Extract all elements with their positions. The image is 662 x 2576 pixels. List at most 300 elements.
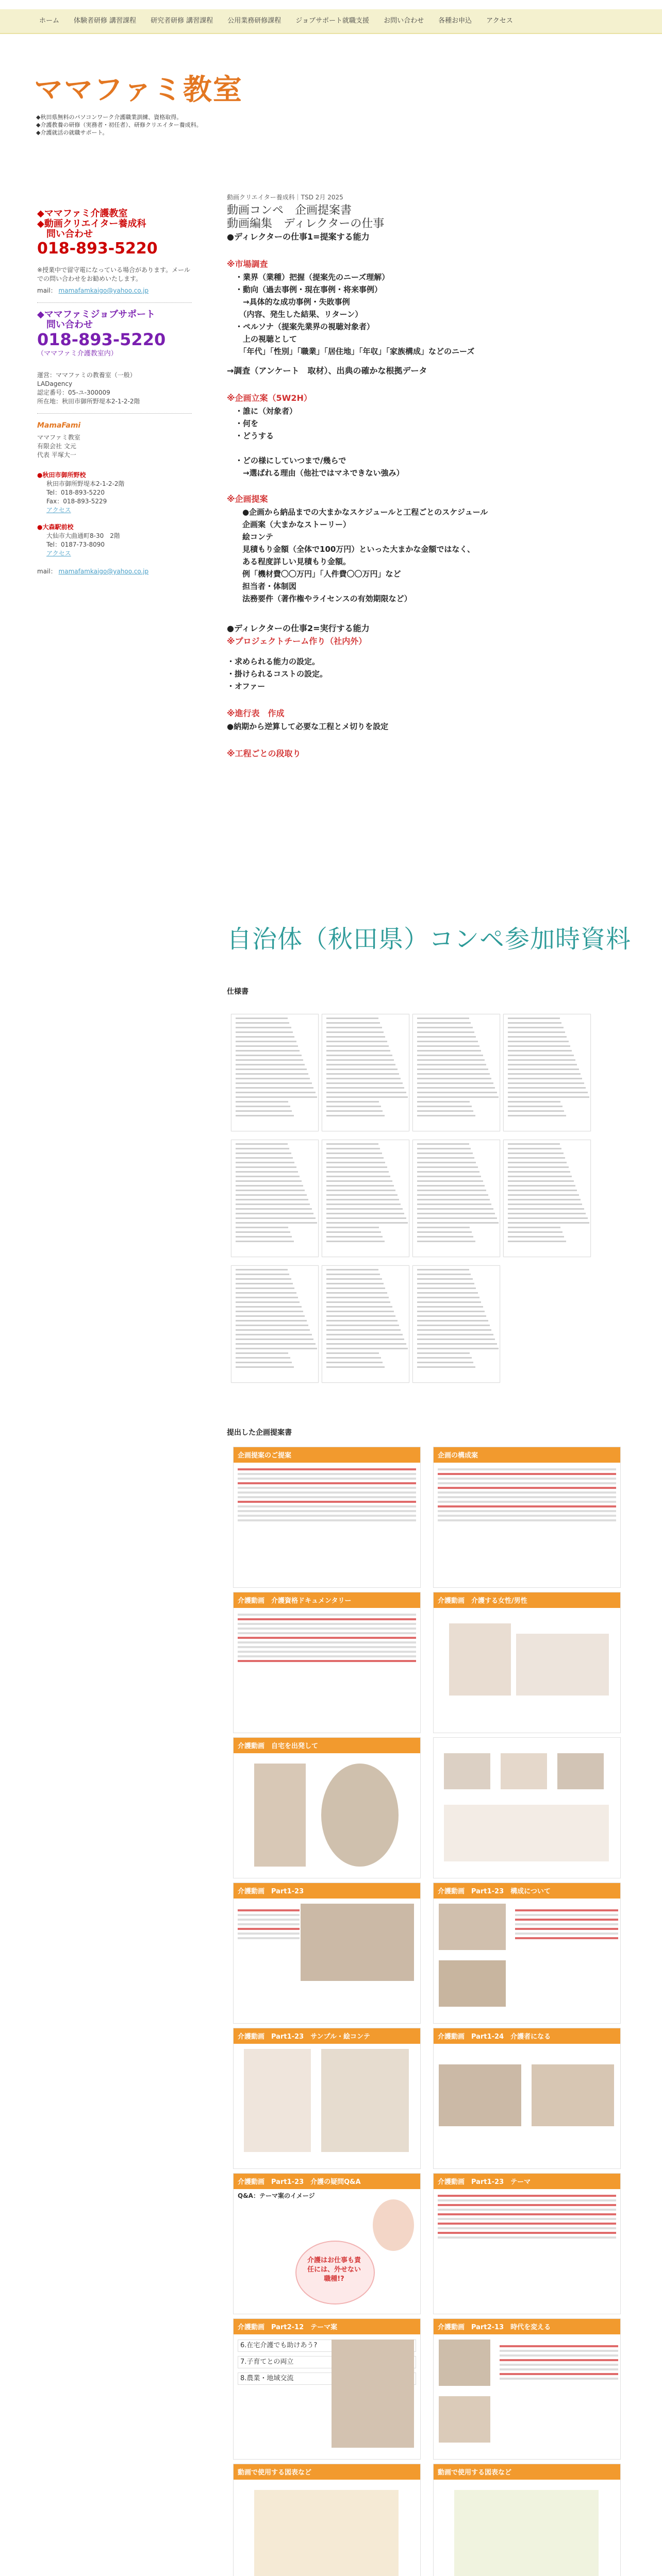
section-head: ※進行表 作成 bbox=[227, 708, 285, 718]
nav-menu bbox=[32, 9, 520, 33]
slide-photo bbox=[439, 2340, 490, 2386]
doc-text-line bbox=[326, 1166, 387, 1168]
doc-text-line bbox=[236, 1329, 310, 1331]
slide-title: 動画で使用する図表など bbox=[434, 2464, 620, 2480]
phone-number[interactable]: 018-893-5220 bbox=[37, 330, 166, 349]
list-item: ・動向（過去事例・現在事例・将来事例） bbox=[235, 285, 383, 294]
doc-text-line bbox=[236, 1208, 312, 1210]
nav-item[interactable]: ジョブサポート就職支援 bbox=[295, 17, 370, 25]
sidebar-section-title: ◆ママファミ介護教室 bbox=[37, 208, 128, 219]
doc-text-line bbox=[326, 1357, 381, 1359]
slide-photo bbox=[557, 1753, 604, 1789]
proposal-slide bbox=[233, 2028, 421, 2169]
doc-text-line bbox=[508, 1190, 577, 1191]
doc-text-line bbox=[417, 1338, 495, 1340]
list-item: ・求められる能力の設定。 bbox=[227, 657, 320, 666]
doc-text-line bbox=[417, 1287, 476, 1289]
doc-text-line bbox=[326, 1148, 380, 1149]
doc-text-line bbox=[508, 1213, 586, 1214]
doc-text-line bbox=[326, 1082, 403, 1084]
list-item: 絵コンテ bbox=[242, 532, 274, 541]
spec-document bbox=[412, 1140, 500, 1257]
list-item: ・何を bbox=[235, 419, 259, 428]
doc-text-line bbox=[417, 1096, 499, 1098]
doc-text-line bbox=[417, 1143, 469, 1145]
doc-text-line bbox=[236, 1166, 296, 1168]
list-item: 例「機材費〇〇万円」「人件費〇〇万円」など bbox=[242, 569, 401, 579]
doc-text-line bbox=[417, 1176, 481, 1177]
doc-text-line bbox=[508, 1110, 564, 1112]
doc-text-line bbox=[236, 1082, 312, 1084]
doc-text-line bbox=[326, 1059, 394, 1061]
doc-text-line bbox=[417, 1213, 495, 1214]
doc-text-line bbox=[236, 1143, 288, 1145]
nav-item[interactable]: ホーム bbox=[39, 17, 60, 25]
doc-text-line bbox=[417, 1362, 473, 1363]
doc-text-line bbox=[417, 1311, 485, 1312]
company-line: LADagency bbox=[37, 380, 73, 387]
doc-text-line bbox=[417, 1185, 485, 1187]
doc-text-line bbox=[236, 1343, 316, 1345]
doc-text-line bbox=[236, 1306, 302, 1308]
doc-text-line bbox=[326, 1297, 389, 1298]
header-line: ◆介護教養の研修（実務者・初任者）、研修クリエイター養成科。 bbox=[36, 122, 202, 128]
doc-text-line bbox=[326, 1096, 408, 1098]
doc-text-line bbox=[326, 1027, 382, 1028]
sidebar bbox=[37, 205, 192, 576]
slide-photo bbox=[332, 2340, 414, 2448]
doc-text-line bbox=[236, 1274, 289, 1275]
doc-text-line bbox=[236, 1292, 296, 1294]
doc-text-line bbox=[508, 1171, 570, 1173]
doc-text-line bbox=[508, 1045, 570, 1047]
doc-text-line bbox=[417, 1208, 493, 1210]
doc-text-line bbox=[236, 1073, 308, 1075]
branch-line: Tel：0187-73-8090 bbox=[46, 541, 105, 548]
proposal-slide bbox=[433, 2318, 621, 2460]
slide-body bbox=[234, 1904, 304, 1945]
spec-document bbox=[322, 1265, 409, 1383]
doc-text-line bbox=[417, 1064, 486, 1065]
doc-text-line bbox=[508, 1027, 564, 1028]
doc-text-line bbox=[417, 1231, 472, 1233]
survey-text: →調査（アンケート 取材）、出典の確かな根拠データ bbox=[227, 366, 427, 376]
doc-text-line bbox=[508, 1143, 560, 1145]
doc-text-line bbox=[236, 1334, 312, 1335]
list-item: 見積もり金額（全体で100万円）といった大まかな金額ではなく、 bbox=[242, 545, 475, 554]
slide-title: 介護動画 介護資格ドキュメンタリー bbox=[234, 1592, 420, 1608]
section-title: 自治体（秋田県）コンペ参加時資料 bbox=[227, 925, 632, 954]
breadcrumb: 動画クリエイター養成科｜TSD 2月 2025 bbox=[227, 194, 343, 201]
phone-number[interactable]: 018-893-5220 bbox=[37, 240, 158, 258]
slide-title: 企画提案のご提案 bbox=[234, 1447, 420, 1463]
slide-title: 介護動画 Part1-23 介護の疑問Q&A bbox=[234, 2174, 420, 2189]
doc-text-line bbox=[326, 1153, 382, 1154]
proposal-slide bbox=[433, 1592, 621, 1733]
list-item: 担当者・体制図 bbox=[242, 582, 297, 591]
nav-item[interactable]: アクセス bbox=[486, 17, 513, 25]
doc-text-line bbox=[326, 1171, 389, 1173]
header-description bbox=[36, 113, 242, 137]
doc-text-line bbox=[326, 1162, 385, 1163]
lead-text: ●ディレクターの仕事1=提案する能力 bbox=[227, 232, 370, 242]
contact-label: 問い合わせ bbox=[46, 319, 93, 330]
doc-text-line bbox=[508, 1241, 566, 1242]
doc-text-line bbox=[417, 1050, 481, 1052]
spec-document bbox=[322, 1140, 409, 1257]
spec-document bbox=[503, 1014, 591, 1131]
doc-text-line bbox=[417, 1357, 472, 1359]
doc-text-line bbox=[236, 1236, 292, 1238]
mail-link[interactable]: mamafamkaigo@yahoo.co.jp bbox=[58, 287, 149, 294]
doc-text-line bbox=[508, 1157, 565, 1159]
doc-text-line bbox=[236, 1185, 303, 1187]
slide-body bbox=[434, 2189, 620, 2244]
doc-text-line bbox=[326, 1101, 379, 1103]
doc-text-line bbox=[417, 1180, 483, 1182]
doc-text-line bbox=[326, 1050, 390, 1052]
doc-text-line bbox=[417, 1278, 473, 1280]
doc-text-line bbox=[326, 1227, 379, 1228]
spec-document bbox=[503, 1140, 591, 1257]
doc-text-line bbox=[417, 1329, 491, 1331]
doc-text-line bbox=[417, 1241, 475, 1242]
doc-text-line bbox=[508, 1217, 588, 1219]
doc-text-line bbox=[236, 1031, 293, 1033]
doc-text-line bbox=[326, 1157, 384, 1159]
proposal-slide bbox=[233, 2464, 421, 2576]
divider bbox=[37, 413, 192, 414]
doc-text-line bbox=[326, 1087, 404, 1089]
slide-body bbox=[434, 1463, 620, 1527]
doc-text-line bbox=[417, 1110, 473, 1112]
doc-text-line bbox=[236, 1315, 305, 1317]
doc-text-line bbox=[236, 1269, 288, 1270]
doc-text-line bbox=[417, 1082, 493, 1084]
list-item: 法務要件（著作権やライセンスの有効期限など） bbox=[242, 594, 412, 603]
doc-text-line bbox=[236, 1320, 307, 1321]
doc-text-line bbox=[236, 1199, 308, 1200]
slide-title: 介護動画 自宅を出発して bbox=[234, 1738, 420, 1753]
branch-line: 大仙市大曲通町8-30 2階 bbox=[46, 532, 120, 539]
school-info bbox=[37, 433, 192, 460]
doc-text-line bbox=[508, 1106, 562, 1107]
doc-text-line bbox=[326, 1110, 383, 1112]
doc-text-line bbox=[508, 1176, 572, 1177]
doc-text-line bbox=[508, 1064, 577, 1065]
proposal-slide bbox=[433, 2173, 621, 2314]
doc-text-line bbox=[508, 1185, 575, 1187]
doc-text-line bbox=[236, 1176, 300, 1177]
doc-text-line bbox=[508, 1078, 582, 1079]
doc-text-line bbox=[236, 1362, 292, 1363]
doc-text-line bbox=[326, 1334, 403, 1335]
doc-text-line bbox=[417, 1348, 499, 1349]
mail-label: mail： bbox=[37, 287, 57, 294]
doc-text-line bbox=[326, 1352, 379, 1354]
doc-text-line bbox=[326, 1287, 385, 1289]
doc-text-line bbox=[417, 1036, 476, 1038]
doc-text-line bbox=[236, 1027, 291, 1028]
doc-text-line bbox=[508, 1199, 581, 1200]
list-item: ・掛けられるコストの設定。 bbox=[227, 669, 328, 679]
branch-line: Fax：018-893-5229 bbox=[46, 498, 107, 505]
mail-link[interactable]: mamafamkaigo@yahoo.co.jp bbox=[58, 568, 149, 575]
doc-text-line bbox=[417, 1022, 471, 1024]
doc-text-line bbox=[236, 1283, 293, 1284]
doc-text-line bbox=[417, 1018, 469, 1019]
doc-text-line bbox=[236, 1222, 317, 1224]
company-info bbox=[37, 371, 192, 406]
doc-text-line bbox=[417, 1325, 490, 1326]
doc-text-line bbox=[236, 1348, 317, 1349]
doc-text-line bbox=[417, 1222, 499, 1224]
slide-title: 動画で使用する図表など bbox=[234, 2464, 420, 2480]
proposal-slide bbox=[233, 2318, 421, 2460]
doc-text-line bbox=[417, 1301, 481, 1303]
doc-text-line bbox=[417, 1045, 479, 1047]
list-item: ・ペルソナ（提案先業界の視聴対象者） bbox=[235, 322, 375, 331]
doc-text-line bbox=[326, 1292, 387, 1294]
list-item: （内容、発生した結果、リターン） bbox=[235, 310, 363, 319]
doc-text-line bbox=[508, 1148, 561, 1149]
market-list bbox=[227, 271, 624, 358]
doc-text-line bbox=[508, 1073, 581, 1075]
sidebar-section-title: ◆動画クリエイター養成科 bbox=[37, 218, 146, 229]
doc-text-line bbox=[417, 1162, 476, 1163]
slide-photo bbox=[254, 1764, 306, 1867]
doc-text-line bbox=[236, 1041, 296, 1042]
slide-photo bbox=[532, 2064, 614, 2126]
doc-text-line bbox=[417, 1115, 475, 1116]
slide-photo bbox=[321, 2049, 409, 2152]
doc-text-line bbox=[417, 1078, 491, 1079]
doc-text-line bbox=[236, 1180, 302, 1182]
doc-text-line bbox=[326, 1231, 381, 1233]
doc-text-line bbox=[508, 1180, 574, 1182]
doc-text-line bbox=[417, 1157, 474, 1159]
list-item: 企画案（大まかなストーリー） bbox=[242, 520, 351, 529]
nav-item[interactable]: お問い合わせ bbox=[384, 17, 424, 25]
doc-text-line bbox=[417, 1027, 473, 1028]
mail-row bbox=[37, 286, 192, 295]
slide-title: 介護動画 Part2-12 テーマ案 bbox=[234, 2319, 420, 2334]
doc-text-line bbox=[508, 1115, 566, 1116]
doc-text-line bbox=[417, 1194, 488, 1196]
doc-text-line bbox=[326, 1241, 385, 1242]
page-title: 動画コンペ 企画提案書 bbox=[227, 204, 352, 217]
proposal-slide bbox=[433, 2028, 621, 2169]
flow-list bbox=[227, 655, 624, 692]
doc-text-line bbox=[236, 1287, 294, 1289]
doc-text-line bbox=[508, 1059, 575, 1061]
slide-body bbox=[434, 1738, 620, 1744]
top-nav bbox=[0, 9, 662, 34]
doc-text-line bbox=[326, 1092, 406, 1093]
doc-text-line bbox=[326, 1315, 395, 1317]
doc-text-line bbox=[326, 1204, 401, 1205]
doc-text-line bbox=[417, 1031, 474, 1033]
doc-text-line bbox=[236, 1050, 300, 1052]
doc-text-line bbox=[417, 1236, 473, 1238]
list-item: →選ばれる理由（他社ではマネできない強み） bbox=[235, 468, 404, 478]
slide-photo bbox=[439, 2396, 490, 2443]
proposal-slide bbox=[433, 1447, 621, 1588]
brand-logo: MamaFami bbox=[37, 421, 81, 430]
doc-text-line bbox=[236, 1045, 298, 1047]
doc-text-line bbox=[236, 1148, 289, 1149]
doc-text-line bbox=[417, 1199, 490, 1200]
doc-text-line bbox=[508, 1031, 565, 1033]
section-head: ※工程ごとの段取り bbox=[227, 749, 301, 758]
doc-text-line bbox=[236, 1055, 302, 1056]
slide-photo bbox=[516, 1634, 609, 1696]
branch-line: Tel：018-893-5220 bbox=[46, 489, 105, 496]
doc-text-line bbox=[326, 1199, 399, 1200]
doc-text-line bbox=[326, 1194, 398, 1196]
doc-text-line bbox=[236, 1213, 313, 1214]
spec-document bbox=[322, 1014, 409, 1131]
theme-card: 7.子育てとの両立 bbox=[238, 2356, 416, 2368]
slide-illustration bbox=[254, 2490, 399, 2576]
doc-text-line bbox=[326, 1236, 383, 1238]
slide-photo bbox=[444, 1753, 490, 1789]
slide-photo bbox=[301, 1904, 414, 1981]
company-line: 運営：ママファミの教養室（一般） bbox=[37, 371, 136, 379]
theme-card: 6.在宅介護でも助けあう? bbox=[238, 2340, 416, 2352]
slide-quote: 介護はお仕事も責任には、外せない職種!? bbox=[307, 2257, 361, 2283]
theme-card: 8.農業・地域交流 bbox=[238, 2372, 416, 2385]
section-head: ※プロジェクトチーム作り（社内外） bbox=[227, 636, 367, 646]
doc-text-line bbox=[417, 1153, 473, 1154]
doc-text-line bbox=[417, 1306, 483, 1308]
doc-text-line bbox=[508, 1022, 561, 1024]
slide-body bbox=[234, 1463, 420, 1527]
doc-text-line bbox=[236, 1311, 303, 1312]
doc-text-line bbox=[508, 1036, 567, 1038]
list-item: ・業界（業種）把握（提案先のニーズ理解） bbox=[235, 273, 390, 282]
doc-text-line bbox=[417, 1227, 470, 1228]
doc-text-line bbox=[326, 1222, 408, 1224]
access-link[interactable]: アクセス bbox=[46, 506, 71, 514]
doc-text-line bbox=[236, 1101, 288, 1103]
doc-text-line bbox=[236, 1352, 288, 1354]
section-head: ※企画提案 bbox=[227, 494, 268, 504]
proposal-slide bbox=[433, 2464, 621, 2576]
doc-text-line bbox=[326, 1036, 385, 1038]
school-line: 有限会社 文元 bbox=[37, 443, 76, 450]
doc-text-line bbox=[236, 1357, 290, 1359]
doc-text-line bbox=[417, 1190, 486, 1191]
nav-item[interactable]: 研究者研修 講習課程 bbox=[151, 17, 213, 25]
doc-text-line bbox=[326, 1348, 408, 1349]
list-item: 「年代」「性別」「職業」「居住地」「年収」「家族構成」などのニーズ bbox=[235, 347, 475, 356]
list-item: 上の視聴として bbox=[235, 334, 297, 344]
slide-photo bbox=[244, 2049, 311, 2152]
doc-text-line bbox=[236, 1366, 294, 1368]
doc-text-line bbox=[236, 1110, 292, 1112]
doc-text-line bbox=[417, 1073, 490, 1075]
doc-text-line bbox=[326, 1041, 387, 1042]
nav-item[interactable]: 各種お申込 bbox=[438, 17, 472, 25]
list-item: ・誰に（対象者） bbox=[235, 406, 297, 416]
doc-text-line bbox=[417, 1059, 485, 1061]
section-head: ※市場調査 bbox=[227, 259, 268, 269]
doc-text-line bbox=[236, 1087, 313, 1089]
nav-item[interactable]: 公用業務研修課程 bbox=[227, 17, 282, 25]
mail-label: mail： bbox=[37, 568, 57, 575]
doc-text-line bbox=[508, 1082, 584, 1084]
doc-text-line bbox=[236, 1338, 313, 1340]
doc-text-line bbox=[236, 1153, 291, 1154]
spec-document bbox=[412, 1265, 500, 1383]
doc-text-line bbox=[236, 1204, 310, 1205]
doc-text-line bbox=[236, 1241, 294, 1242]
slide-subtitle: Q&A：テーマ案のイメージ bbox=[238, 2192, 315, 2199]
list-item: ・どうする bbox=[235, 431, 274, 440]
doc-text-line bbox=[417, 1274, 471, 1275]
doc-text-line bbox=[417, 1269, 469, 1270]
doc-text-line bbox=[326, 1217, 406, 1219]
slide-title: 介護動画 Part1-23 サンプル・絵コンテ bbox=[234, 2028, 420, 2044]
access-link[interactable]: アクセス bbox=[46, 550, 71, 557]
proposal-slide bbox=[233, 1737, 421, 1878]
doc-text-line bbox=[236, 1069, 307, 1070]
doc-text-line bbox=[417, 1315, 486, 1317]
slide-title: 介護動画 介護する女性/男性 bbox=[434, 1592, 620, 1608]
doc-text-line bbox=[417, 1106, 472, 1107]
doc-text-line bbox=[236, 1106, 290, 1107]
school-line: ママファミ教室 bbox=[37, 434, 80, 441]
note-text: ※授業中で留守電になっている場合があります。メールでの問い合わせをお勧めいたします。 bbox=[37, 266, 190, 282]
doc-text-line bbox=[417, 1092, 497, 1093]
doc-text-line bbox=[508, 1069, 579, 1070]
doc-text-line bbox=[326, 1190, 395, 1191]
branch-info bbox=[37, 532, 192, 558]
site-logo[interactable]: ママファミ教室 bbox=[34, 73, 243, 107]
slide-photo bbox=[501, 1753, 547, 1789]
doc-text-line bbox=[326, 1185, 394, 1187]
doc-text-line bbox=[236, 1194, 307, 1196]
branch-title: ●秋田市御所野校 bbox=[37, 471, 86, 479]
list-item: →具体的な成功事例・失敗事例 bbox=[235, 297, 350, 307]
slide-illustration bbox=[454, 2490, 599, 2576]
doc-text-line bbox=[326, 1018, 378, 1019]
slide-title: 企画の構成案 bbox=[434, 1447, 620, 1463]
proposal-slide bbox=[433, 1737, 621, 1878]
nav-item[interactable]: 体験者研修 講習課程 bbox=[74, 17, 137, 25]
school-line: 代表 平塚大一 bbox=[37, 451, 76, 459]
doc-text-line bbox=[508, 1194, 579, 1196]
schedule-item: ●納期から逆算して必要な工程とメ切りを設定 bbox=[227, 722, 389, 731]
doc-text-line bbox=[508, 1222, 589, 1224]
section-head: ※企画立案（5W2H） bbox=[227, 393, 312, 403]
doc-text-line bbox=[326, 1180, 392, 1182]
doc-text-line bbox=[236, 1171, 298, 1173]
proposal-slide bbox=[233, 1447, 421, 1588]
slide-title: 介護動画 Part1-24 介護者になる bbox=[434, 2028, 620, 2044]
doc-text-line bbox=[417, 1171, 479, 1173]
doc-text-line bbox=[417, 1041, 478, 1042]
doc-text-line bbox=[508, 1087, 586, 1089]
doc-text-line bbox=[326, 1031, 384, 1033]
proposal-slide bbox=[433, 1883, 621, 2024]
doc-text-line bbox=[326, 1115, 385, 1116]
sidebar-section-title: ◆ママファミジョブサポート bbox=[37, 309, 156, 320]
doc-text-line bbox=[508, 1096, 589, 1098]
doc-text-line bbox=[326, 1301, 390, 1303]
doc-text-line bbox=[417, 1055, 483, 1056]
